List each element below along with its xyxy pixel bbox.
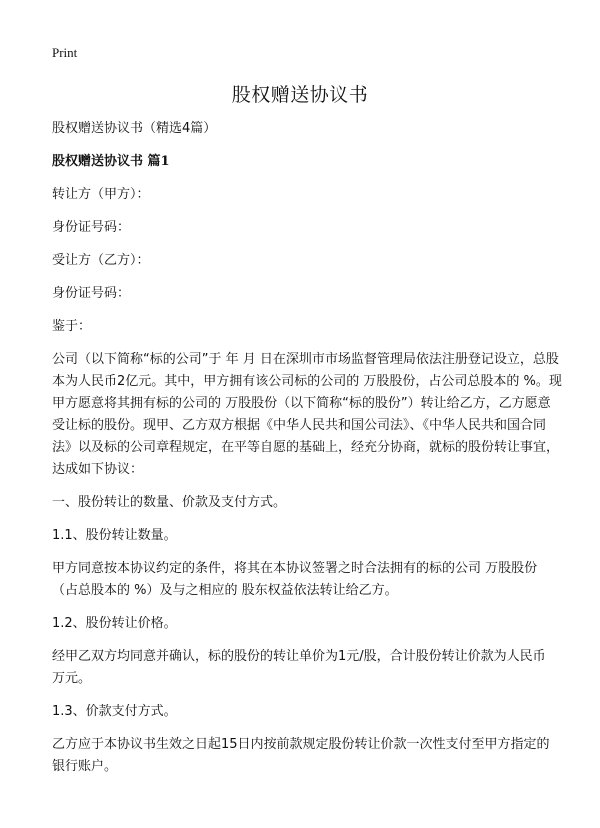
document-title: 股权赠送协议书 (231, 84, 369, 106)
clause-1-2-heading: 1.2、股份转让价格。 (52, 616, 177, 631)
section-title: 股权赠送协议书 篇1 (52, 154, 170, 169)
transferor-id-line: 身份证号码： (52, 220, 131, 235)
transferee-line: 受让方（乙方）： (52, 253, 150, 268)
whereas-line: 鉴于： (52, 319, 92, 334)
document-subtitle: 股权赠送协议书（精选4篇） (52, 121, 217, 136)
clause-1-2-text: 经甲乙双方均同意并确认，标的股份的转让单价为1元/股，合计股份转让价款为人民币 万元。 (52, 649, 546, 686)
article-1-heading: 一、股份转让的数量、价款及支付方式。 (52, 495, 287, 510)
transferor-line: 转让方（甲方）： (52, 187, 150, 202)
intro-paragraph: 公司（以下简称“标的公司”于 年 月 日在深圳市市场监督管理局依法注册登记设立，总股本为人民币2亿元。其中，甲方拥有该公司标的公司的 万股股份，占公司总股本的 %。现甲方愿意将其拥有标的公司的 万股股份（以下简称“标的股份”）转让给乙方，乙方愿意受让标的股份。现甲、乙方双方根据《中华人民共和国公司法》、《中华人民共和国合同法》以及标的公司章程规定，在平等自愿的基础上，经充分协商，就标的股份转让事宜，达成如下协议： (52, 352, 562, 477)
document-body (52, 118, 562, 789)
clause-1-1-heading: 1.1、股份转让数量。 (52, 528, 177, 543)
transferee-id-line: 身份证号码： (52, 286, 131, 301)
print-label: Print (52, 45, 78, 60)
clause-1-1-text: 甲方同意按本协议约定的条件，将其在本协议签署之时合法拥有的标的公司 万股股份（占总股本的 %）及与之相应的 股东权益依法转让给乙方。 (52, 561, 538, 598)
clause-1-3-heading: 1.3、价款支付方式。 (52, 704, 177, 719)
clause-1-3-text: 乙方应于本协议书生效之日起15日内按前款规定股份转让价款一次性支付至甲方指定的银行账户。 (52, 737, 550, 774)
